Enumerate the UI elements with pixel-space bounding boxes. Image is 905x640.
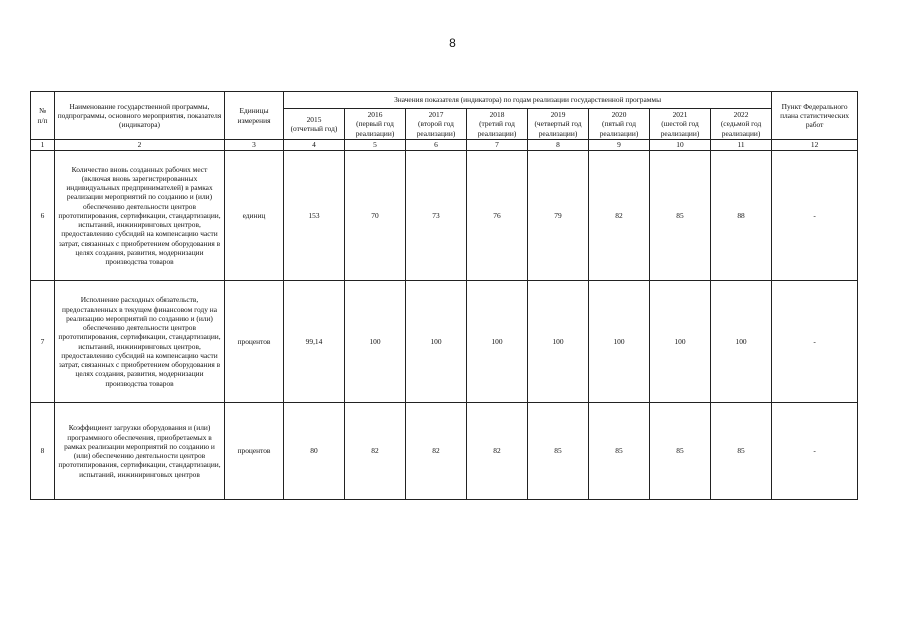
- value-cell: 100: [528, 281, 589, 403]
- header-year: 2015 (отчетный год): [284, 109, 345, 140]
- value-cell: 85: [589, 403, 650, 500]
- column-numbers-row: [31, 140, 858, 151]
- column-number: 7: [467, 140, 528, 151]
- column-number: 10: [650, 140, 711, 151]
- column-number: 8: [528, 140, 589, 151]
- header-year: 2021 (шестой год реализации): [650, 109, 711, 140]
- header-year: 2017 (второй год реализации): [406, 109, 467, 140]
- row-number: 6: [31, 151, 55, 281]
- value-cell: 100: [650, 281, 711, 403]
- header-year: 2016 (первый год реализации): [345, 109, 406, 140]
- header-year: 2020 (пятый год реализации): [589, 109, 650, 140]
- column-number: 9: [589, 140, 650, 151]
- unit-cell: процентов: [225, 281, 284, 403]
- value-cell: 80: [284, 403, 345, 500]
- column-number: 12: [772, 140, 858, 151]
- value-cell: 79: [528, 151, 589, 281]
- value-cell: 100: [711, 281, 772, 403]
- header-unit: Единицы измерения: [225, 92, 284, 140]
- column-number: 5: [345, 140, 406, 151]
- value-cell: 99,14: [284, 281, 345, 403]
- column-number: 4: [284, 140, 345, 151]
- value-cell: 85: [528, 403, 589, 500]
- column-number: 11: [711, 140, 772, 151]
- row-number: 8: [31, 403, 55, 500]
- table-row: [31, 281, 858, 403]
- value-cell: 73: [406, 151, 467, 281]
- column-number: 3: [225, 140, 284, 151]
- value-cell: 100: [406, 281, 467, 403]
- plan-cell: -: [772, 151, 858, 281]
- header-plan: Пункт Федерального плана статистических работ: [772, 92, 858, 140]
- value-cell: 82: [467, 403, 528, 500]
- column-number: 6: [406, 140, 467, 151]
- plan-cell: -: [772, 281, 858, 403]
- indicator-name: Исполнение расходных обязательств, предоставленных в текущем финансовом году на реализацию мероприятий по созданию и (или) обеспечению деятельности центров прототипирования, сертификации, стандартизации, испытаний, инжиниринговых центров, предоставлению субсидий на компенсацию части затрат, связанных с приобретением оборудования в целях создания, развития, модернизации производства товаров: [55, 281, 225, 403]
- table-row: [31, 151, 858, 281]
- unit-cell: процентов: [225, 403, 284, 500]
- value-cell: 85: [650, 403, 711, 500]
- header-group-title: Значения показателя (индикатора) по годам реализации государственной программы: [284, 92, 772, 109]
- header-year: 2019 (четвертый год реализации): [528, 109, 589, 140]
- page-number: 8: [449, 36, 456, 50]
- value-cell: 100: [589, 281, 650, 403]
- header-name: Наименование государственной программы, подпрограммы, основного мероприятия, показателя (индикатора): [55, 92, 225, 140]
- header-num: № п/п: [31, 92, 55, 140]
- value-cell: 153: [284, 151, 345, 281]
- value-cell: 100: [467, 281, 528, 403]
- column-number: 1: [31, 140, 55, 151]
- value-cell: 100: [345, 281, 406, 403]
- unit-cell: единиц: [225, 151, 284, 281]
- value-cell: 76: [467, 151, 528, 281]
- value-cell: 85: [650, 151, 711, 281]
- value-cell: 82: [345, 403, 406, 500]
- header-year: 2018 (третий год реализации): [467, 109, 528, 140]
- indicator-name: Коэффициент загрузки оборудования и (или) программного обеспечения, приобретаемых в рамках реализации мероприятий по созданию и (или) обеспечению деятельности центров прототипирования, сертификации, стандартизации, испытаний, инжиниринговых центров: [55, 403, 225, 500]
- indicators-table: [30, 91, 858, 500]
- value-cell: 85: [711, 403, 772, 500]
- value-cell: 88: [711, 151, 772, 281]
- row-number: 7: [31, 281, 55, 403]
- indicator-name: Количество вновь созданных рабочих мест (включая вновь зарегистрированных индивидуальных предпринимателей) в рамках реализации мероприятий по созданию и (или) обеспечению деятельности центров прототипирования, сертификации, стандартизации, испытаний, инжиниринговых центров, предоставлению субсидий на компенсацию части затрат, связанных с приобретением оборудования в целях создания, развития, модернизации производства товаров: [55, 151, 225, 281]
- table-row: [31, 403, 858, 500]
- value-cell: 82: [589, 151, 650, 281]
- value-cell: 82: [406, 403, 467, 500]
- header-year: 2022 (седьмой год реализации): [711, 109, 772, 140]
- plan-cell: -: [772, 403, 858, 500]
- column-number: 2: [55, 140, 225, 151]
- value-cell: 70: [345, 151, 406, 281]
